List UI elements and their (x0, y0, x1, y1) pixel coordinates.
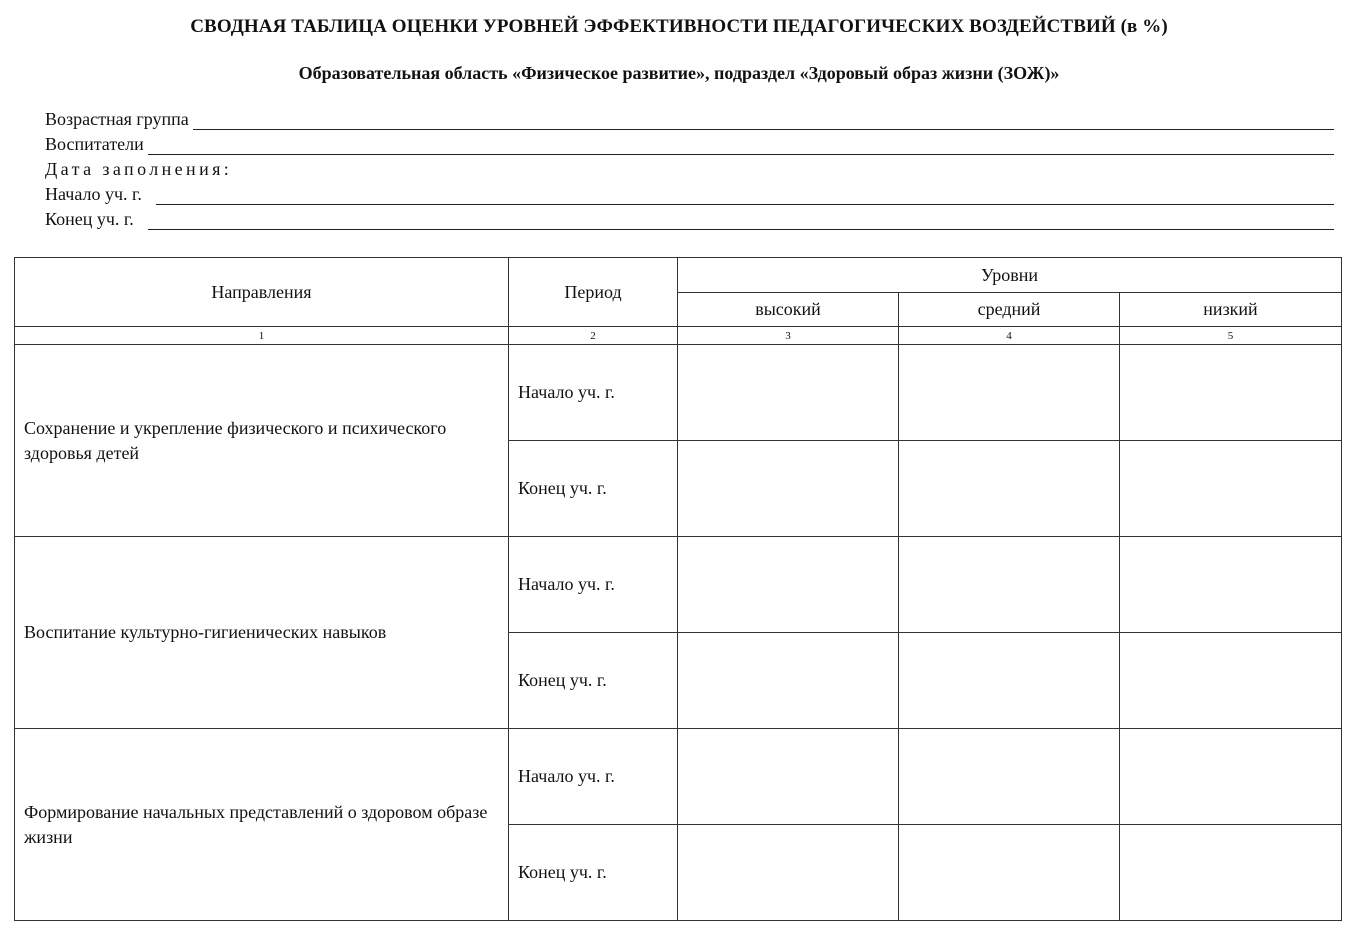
value-cell-low[interactable] (1120, 537, 1342, 633)
period-cell: Начало уч. г. (509, 345, 678, 441)
value-cell-low[interactable] (1120, 825, 1342, 921)
header-period: Период (509, 258, 678, 327)
age-group-field[interactable] (45, 108, 1334, 130)
value-cell-low[interactable] (1120, 729, 1342, 825)
direction-cell-3: Формирование начальных представлений о здоровом образе жизни (15, 729, 509, 921)
teachers-label: Воспитатели (45, 134, 144, 154)
end-date-field[interactable] (45, 208, 1334, 230)
col-number-4: 4 (899, 327, 1120, 345)
value-cell-high[interactable] (678, 729, 899, 825)
fill-date-label: Дата заполнения: (45, 159, 233, 179)
teachers-blank[interactable] (148, 137, 1334, 155)
value-cell-high[interactable] (678, 345, 899, 441)
table-row (15, 729, 1342, 825)
header-level-high: высокий (678, 293, 899, 327)
value-cell-low[interactable] (1120, 633, 1342, 729)
period-cell: Начало уч. г. (509, 537, 678, 633)
assessment-table (14, 257, 1342, 921)
table-row (15, 537, 1342, 633)
period-cell: Конец уч. г. (509, 441, 678, 537)
value-cell-medium[interactable] (899, 729, 1120, 825)
value-cell-high[interactable] (678, 441, 899, 537)
value-cell-low[interactable] (1120, 441, 1342, 537)
header-directions: Направления (15, 258, 509, 327)
value-cell-medium[interactable] (899, 537, 1120, 633)
period-cell: Конец уч. г. (509, 825, 678, 921)
age-group-label: Возрастная группа (45, 109, 189, 129)
header-level-low: низкий (1120, 293, 1342, 327)
period-cell: Начало уч. г. (509, 729, 678, 825)
fill-date-heading (45, 158, 1334, 180)
value-cell-medium[interactable] (899, 633, 1120, 729)
period-cell: Конец уч. г. (509, 633, 678, 729)
teachers-field[interactable] (45, 133, 1334, 155)
value-cell-high[interactable] (678, 825, 899, 921)
end-date-label: Конец уч. г. (45, 209, 134, 229)
col-number-1: 1 (15, 327, 509, 345)
value-cell-high[interactable] (678, 537, 899, 633)
value-cell-medium[interactable] (899, 825, 1120, 921)
col-number-3: 3 (678, 327, 899, 345)
header-level-medium: средний (899, 293, 1120, 327)
direction-cell-2: Воспитание культурно-гигиенических навыков (15, 537, 509, 729)
age-group-blank[interactable] (193, 112, 1334, 130)
end-date-blank[interactable] (148, 212, 1334, 230)
start-date-label: Начало уч. г. (45, 184, 142, 204)
value-cell-medium[interactable] (899, 345, 1120, 441)
direction-cell-1: Сохранение и укрепление физического и психического здоровья детей (15, 345, 509, 537)
value-cell-high[interactable] (678, 633, 899, 729)
col-number-2: 2 (509, 327, 678, 345)
page-title: СВОДНАЯ ТАБЛИЦА ОЦЕНКИ УРОВНЕЙ ЭФФЕКТИВНОСТИ ПЕДАГОГИЧЕСКИХ ВОЗДЕЙСТВИЙ (в %) (190, 16, 1168, 37)
header-levels: Уровни (678, 258, 1342, 293)
table-row (15, 345, 1342, 441)
start-date-field[interactable] (45, 183, 1334, 205)
col-number-5: 5 (1120, 327, 1342, 345)
start-date-blank[interactable] (156, 187, 1334, 205)
page-subtitle: Образовательная область «Физическое развитие», подраздел «Здоровый образ жизни (ЗОЖ)» (298, 63, 1060, 83)
value-cell-low[interactable] (1120, 345, 1342, 441)
value-cell-medium[interactable] (899, 441, 1120, 537)
